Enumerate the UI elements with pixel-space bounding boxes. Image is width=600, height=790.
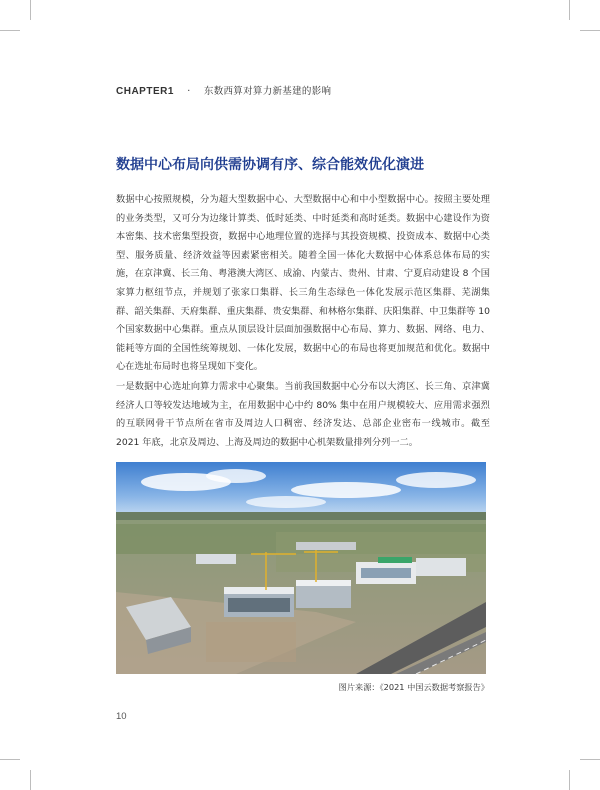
crop-mark-bottom-left-h bbox=[0, 759, 20, 760]
white-building-windows bbox=[361, 568, 411, 578]
page-number: 10 bbox=[116, 711, 127, 722]
glass-facade bbox=[228, 598, 290, 612]
distant-building bbox=[196, 554, 236, 564]
cloud bbox=[246, 496, 326, 508]
running-header bbox=[116, 83, 331, 97]
cloud bbox=[206, 469, 266, 483]
crop-mark-top-right-h bbox=[580, 30, 600, 31]
cloud bbox=[291, 482, 401, 498]
distant-building bbox=[296, 542, 356, 550]
crop-mark-bottom-right-v bbox=[569, 770, 570, 790]
crop-mark-top-left-v bbox=[30, 0, 31, 20]
aerial-photo-data-center bbox=[116, 462, 486, 674]
image-caption: 图片来源：《2021 中国云数据考察报告》 bbox=[338, 682, 489, 692]
construction-lot bbox=[206, 622, 296, 662]
crop-mark-bottom-left-v bbox=[30, 770, 31, 790]
header-separator: · bbox=[187, 86, 191, 97]
cloud bbox=[396, 472, 476, 488]
body-paragraph-1: 数据中心按照规模，分为超大型数据中心、大型数据中心和中小型数据中心。按照主要处理的业务类型，又可分为边缘计算类、低时延类、中时延类和高时延类。数据中心建设作为资本密集、技术密集型投资，数据中心地理位置的选择与其投资规模、投资成本、数据中心类型、服务质量、经济效益等因素紧密相关。随着全国一体化大数据中心体系总体布局的实施，在京津冀、长三角、粤港澳大湾区、成渝、内蒙古、贵州、甘肃、宁夏启动建设 8 个国家算力枢纽节点，并规划了张家口集群、长三角生态绿色一体化发展示范区集群、芜湖集群、韶关集群、天府集群、重庆集群、贵安集群、和林格尔集群、庆阳集群、中卫集群等 10 个国家数据中心集群。重点从顶层设计层面加强数据中心布局、算力、数据、网络、电力、能耗等方面的全国性统筹规划、一体化发展，数据中心的布局也将更加规范和优化。数据中心在选址布局时也将呈现如下变化。 bbox=[116, 194, 490, 373]
crop-mark-top-left-h bbox=[0, 30, 20, 31]
crop-mark-bottom-right-h bbox=[580, 759, 600, 760]
section-title: 数据中心布局向供需协调有序、综合能效优化演进 bbox=[116, 157, 424, 173]
crop-mark-top-right-v bbox=[569, 0, 570, 20]
data-center-roof bbox=[224, 587, 294, 594]
green-roof bbox=[378, 557, 412, 563]
office-roof bbox=[296, 580, 351, 586]
chapter-title: 东数西算对算力新基建的影响 bbox=[203, 86, 332, 97]
chapter-label: CHAPTER1 bbox=[116, 86, 174, 97]
annex-building bbox=[416, 558, 466, 576]
body-paragraph-2: 一是数据中心选址向算力需求中心聚集。当前我国数据中心分布以大湾区、长三角、京津冀经济人口等较发达地域为主，在用数据中心中约 80% 集中在用户规模较大、应用需求强烈的互联网骨干节点所在省市及周边人口稠密、经济发达、总部企业密布一线城市。截至 2021 年底，北京及周边、上海及周边的数据中心机架数量排列分列一二。 bbox=[116, 381, 490, 448]
aerial-photo-illustration bbox=[116, 462, 486, 674]
